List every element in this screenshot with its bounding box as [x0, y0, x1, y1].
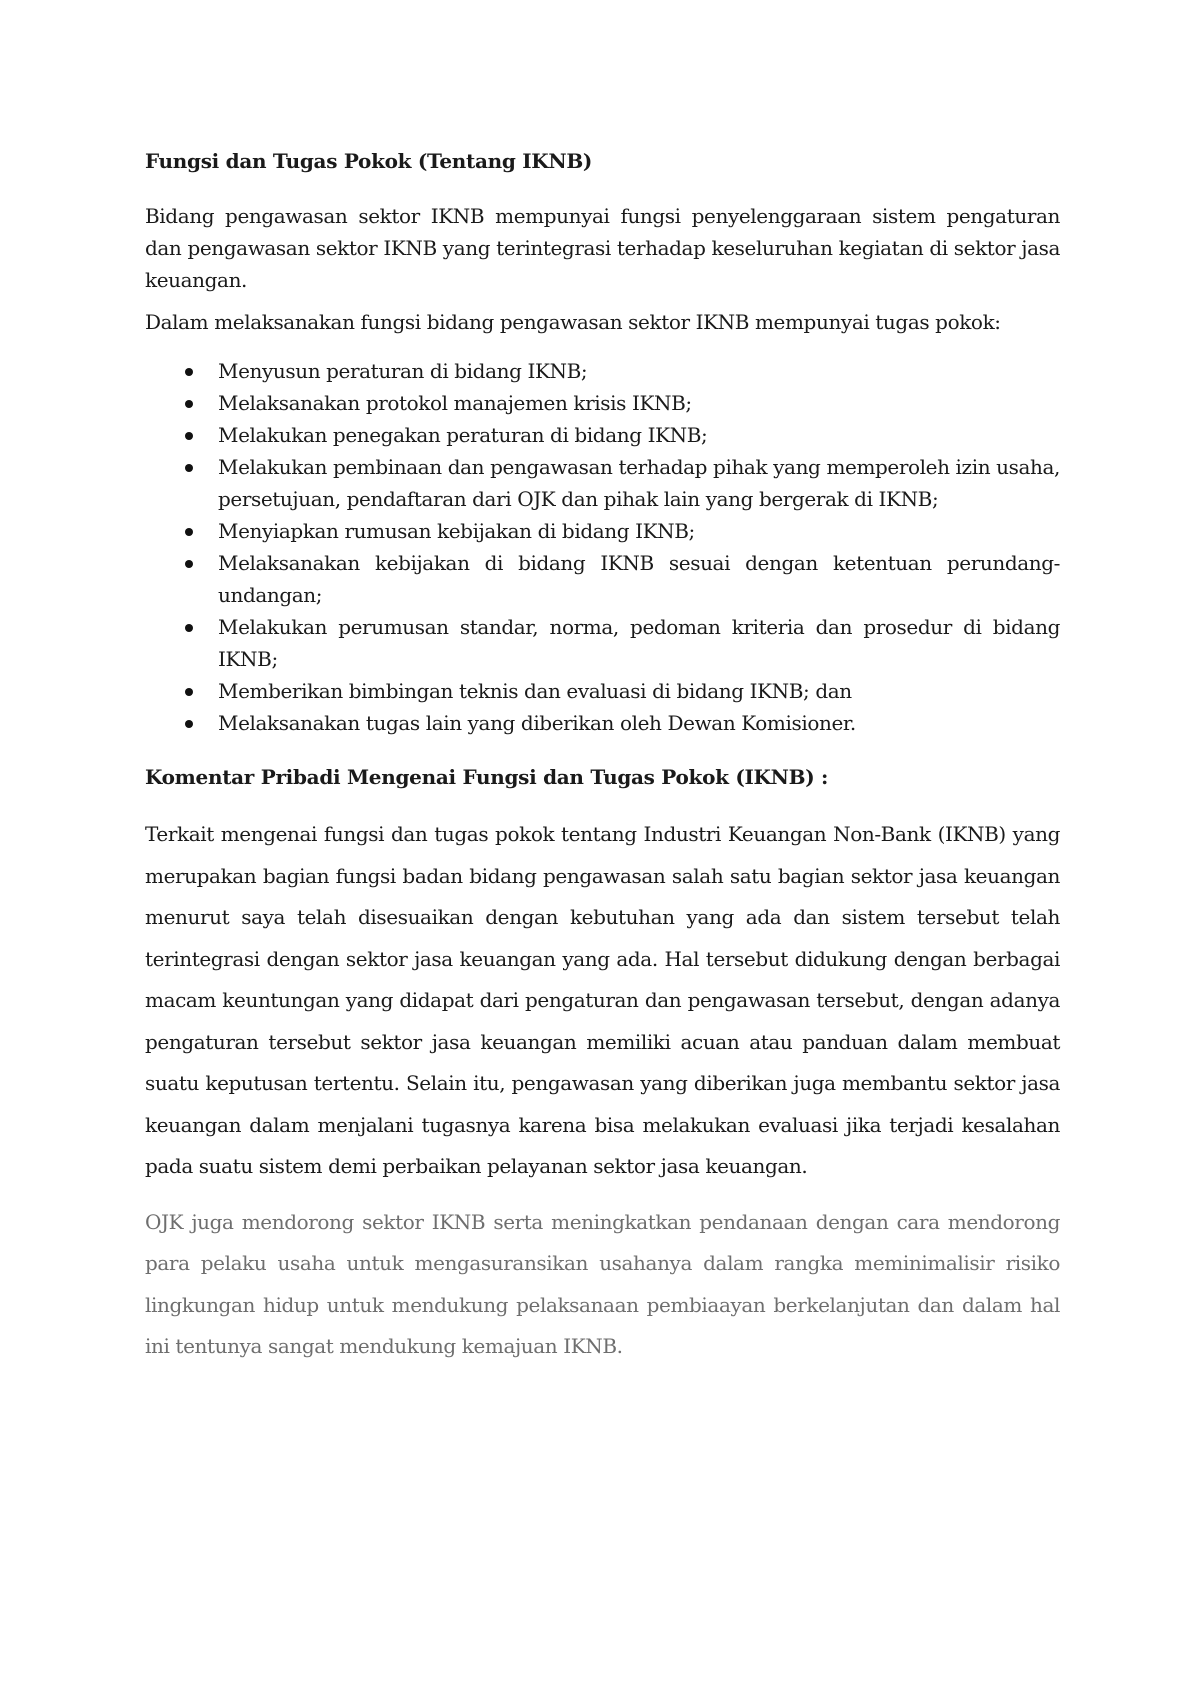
bullet-icon: [185, 720, 193, 728]
list-item-text: Melaksanakan kebijakan di bidang IKNB sesuai dengan ketentuan perundang-undangan;: [218, 551, 1060, 607]
bullet-icon: [185, 688, 193, 696]
tasks-lead-paragraph: Dalam melaksanakan fungsi bidang pengawasan sektor IKNB mempunyai tugas pokok:: [145, 310, 1001, 334]
tasks-list: [145, 355, 1060, 739]
list-item-text: Melakukan pembinaan dan pengawasan terhadap pihak yang memperoleh izin usaha, persetujuan, pendaftaran dari OJK dan pihak lain yang bergerak di IKNB;: [218, 455, 1060, 511]
list-item: [145, 707, 1060, 739]
section-heading-fungsi: Fungsi dan Tugas Pokok (Tentang IKNB): [145, 149, 593, 173]
bullet-icon: [185, 464, 193, 472]
list-item: [145, 451, 1060, 515]
bullet-icon: [185, 368, 193, 376]
list-item-text: Melaksanakan protokol manajemen krisis IKNB;: [218, 391, 692, 415]
list-item-text: Melakukan penegakan peraturan di bidang IKNB;: [218, 423, 708, 447]
list-item-text: Memberikan bimbingan teknis dan evaluasi di bidang IKNB; dan: [218, 679, 852, 703]
list-item-text: Menyusun peraturan di bidang IKNB;: [218, 359, 588, 383]
comment-paragraph: Terkait mengenai fungsi dan tugas pokok tentang Industri Keuangan Non-Bank (IKNB) yang merupakan bagian fungsi badan bidang pengawasan salah satu bagian sektor jasa keuangan menurut saya telah disesuaikan dengan kebutuhan yang ada dan sistem tersebut telah terintegrasi dengan sektor jasa keuangan yang ada. Hal tersebut didukung dengan berbagai macam keuntungan yang didapat dari pengaturan dan pengawasan tersebut, dengan adanya pengaturan tersebut sektor jasa keuangan memiliki acuan atau panduan dalam membuat suatu keputusan tertentu. Selain itu, pengawasan yang diberikan juga membantu sektor jasa keuangan dalam menjalani tugasnya karena bisa melakukan evaluasi jika terjadi kesalahan pada suatu sistem demi perbaikan pelayanan sektor jasa keuangan.: [145, 822, 1060, 1178]
bullet-icon: [185, 432, 193, 440]
list-item-text: Menyiapkan rumusan kebijakan di bidang IKNB;: [218, 519, 695, 543]
list-item: [145, 355, 1060, 387]
section-heading-komentar: Komentar Pribadi Mengenai Fungsi dan Tugas Pokok (IKNB) :: [145, 765, 829, 789]
list-item-text: Melakukan perumusan standar, norma, pedoman kriteria dan prosedur di bidang IKNB;: [218, 615, 1060, 671]
bullet-icon: [185, 560, 193, 568]
bullet-icon: [185, 624, 193, 632]
intro-paragraph: Bidang pengawasan sektor IKNB mempunyai fungsi penyelenggaraan sistem pengaturan dan pengawasan sektor IKNB yang terintegrasi terhadap keseluruhan kegiatan di sektor jasa keuangan.: [145, 204, 1060, 292]
document-body: [145, 147, 1060, 1368]
list-item: [145, 675, 1060, 707]
list-item-text: Melaksanakan tugas lain yang diberikan oleh Dewan Komisioner.: [218, 711, 856, 735]
list-item: [145, 387, 1060, 419]
list-item: [145, 515, 1060, 547]
list-item: [145, 419, 1060, 451]
ojk-paragraph: OJK juga mendorong sektor IKNB serta meningkatkan pendanaan dengan cara mendorong para pelaku usaha untuk mengasuransikan usahanya dalam rangka meminimalisir risiko lingkungan hidup untuk mendukung pelaksanaan pembiaayan berkelanjutan dan dalam hal ini tentunya sangat mendukung kemajuan IKNB.: [145, 1209, 1060, 1358]
list-item: [145, 547, 1060, 611]
bullet-icon: [185, 528, 193, 536]
bullet-icon: [185, 400, 193, 408]
list-item: [145, 611, 1060, 675]
